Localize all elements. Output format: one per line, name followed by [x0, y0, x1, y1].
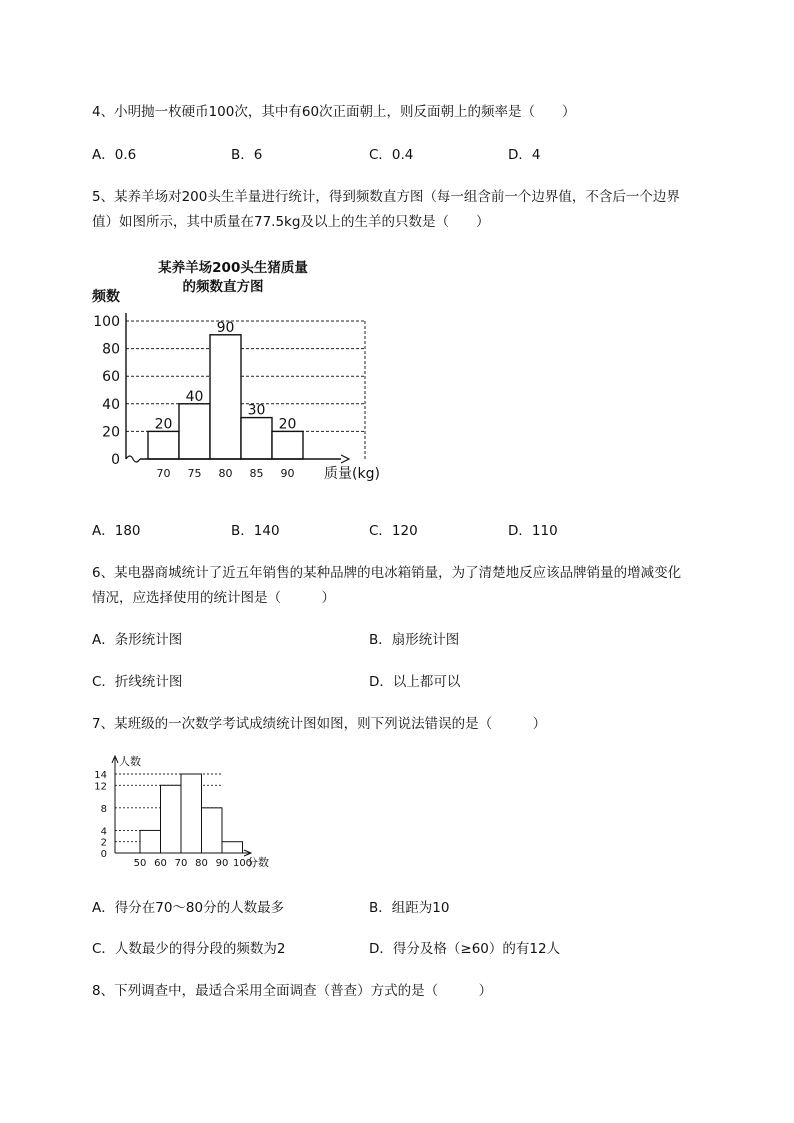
- histogram-bar: [179, 404, 210, 459]
- y-axis-title: 人数: [119, 755, 141, 768]
- q5-stem-line2: 值）如图所示，其中质量在77.5kg及以上的生羊的只数是（ ）: [92, 214, 490, 230]
- q7-option-d: D．得分及格（≥60）的有12人: [369, 941, 561, 957]
- y-tick-label: 0: [111, 452, 120, 468]
- bar-value-label: 20: [278, 416, 297, 433]
- q6-option-d: D．以上都可以: [369, 674, 461, 690]
- q5-option-a: A．180: [92, 523, 141, 539]
- q4-stem: 4、小明抛一枚硬币100次，其中有60次正面朝上，则反面朝上的频率是（ ）: [92, 104, 576, 120]
- histogram-bar: [181, 774, 202, 853]
- x-tick-label: 90: [215, 858, 229, 869]
- bar-value-label: 30: [247, 402, 266, 419]
- q6-stem-line2: 情况，应选择使用的统计图是（ ）: [92, 590, 335, 606]
- q7-option-c: C．人数最少的得分段的频数为2: [92, 941, 286, 957]
- histogram-bar: [222, 842, 243, 853]
- q4-option-b: B．6: [231, 147, 263, 163]
- histogram-bar: [148, 431, 179, 459]
- q7-stem: 7、某班级的一次数学考试成绩统计图如图，则下列说法错误的是（ ）: [92, 716, 547, 732]
- x-axis-arrow: [341, 455, 349, 463]
- histogram-bar: [161, 785, 182, 853]
- axis-break-mark: [126, 456, 140, 462]
- y-tick-label: 4: [100, 826, 107, 838]
- chart-weight-histogram: [90, 255, 410, 495]
- x-axis-title: 质量(kg): [324, 466, 380, 482]
- y-tick-label: 14: [94, 770, 107, 781]
- x-tick-label: 75: [187, 467, 202, 480]
- q8-stem: 8、下列调查中，最适合采用全面调查（普查）方式的是（ ）: [92, 983, 493, 999]
- bar-value-label: 40: [185, 388, 204, 405]
- q4-option-c: C．0.4: [369, 147, 414, 163]
- y-axis-title: 频数: [92, 289, 120, 305]
- histogram-bar: [241, 418, 272, 459]
- x-tick-label: 50: [133, 858, 147, 869]
- x-tick-label: 80: [195, 858, 208, 869]
- x-tick-label: 60: [154, 858, 167, 869]
- chart-score-histogram: [90, 752, 300, 872]
- chart1-title-line1: 某养羊场200头生猪质量: [158, 260, 308, 276]
- y-tick-label: 8: [100, 803, 107, 815]
- q5-option-d: D．110: [508, 523, 558, 539]
- y-tick-label: 2: [100, 837, 107, 849]
- y-tick-label: 40: [102, 396, 120, 413]
- x-tick-label: 80: [218, 467, 233, 480]
- q6-option-c: C．折线统计图: [92, 674, 183, 690]
- x-tick-label: 90: [280, 467, 295, 480]
- q5-option-b: B．140: [231, 523, 280, 539]
- q4-option-d: D．4: [508, 147, 541, 163]
- histogram-bar: [210, 335, 241, 459]
- q7-option-a: A．得分在70～80分的人数最多: [92, 900, 285, 916]
- q6-option-a: A．条形统计图: [92, 632, 183, 648]
- q6-option-b: B．扇形统计图: [369, 632, 460, 648]
- y-tick-label: 100: [93, 314, 120, 330]
- y-tick-label: 80: [102, 341, 120, 358]
- x-tick-label: 100: [232, 858, 253, 869]
- x-tick-label: 70: [156, 467, 171, 480]
- q4-option-a: A．0.6: [92, 147, 137, 163]
- q6-stem-line1: 6、某电器商城统计了近五年销售的某种品牌的电冰箱销量，为了清楚地反应该品牌销量的增减变化: [92, 565, 682, 581]
- chart1-title-line2: 的频数直方图: [182, 279, 264, 295]
- y-tick-label: 12: [94, 781, 107, 793]
- y-tick-label: 0: [100, 849, 107, 860]
- histogram-bar: [140, 830, 161, 853]
- q5-option-c: C．120: [369, 523, 418, 539]
- x-tick-label: 85: [249, 467, 264, 480]
- x-tick-label: 70: [174, 858, 188, 869]
- bar-value-label: 90: [216, 319, 235, 336]
- x-axis-title: 分数: [247, 856, 269, 869]
- bar-value-label: 20: [154, 416, 173, 433]
- y-tick-label: 20: [102, 424, 120, 441]
- q5-stem-line1: 5、某养羊场对200头生羊量进行统计，得到频数直方图（每一组含前一个边界值，不含后一个边界: [92, 189, 680, 205]
- q7-option-b: B．组距为10: [369, 900, 450, 916]
- histogram-bar: [202, 808, 223, 853]
- y-tick-label: 60: [102, 369, 120, 386]
- histogram-bar: [272, 431, 303, 459]
